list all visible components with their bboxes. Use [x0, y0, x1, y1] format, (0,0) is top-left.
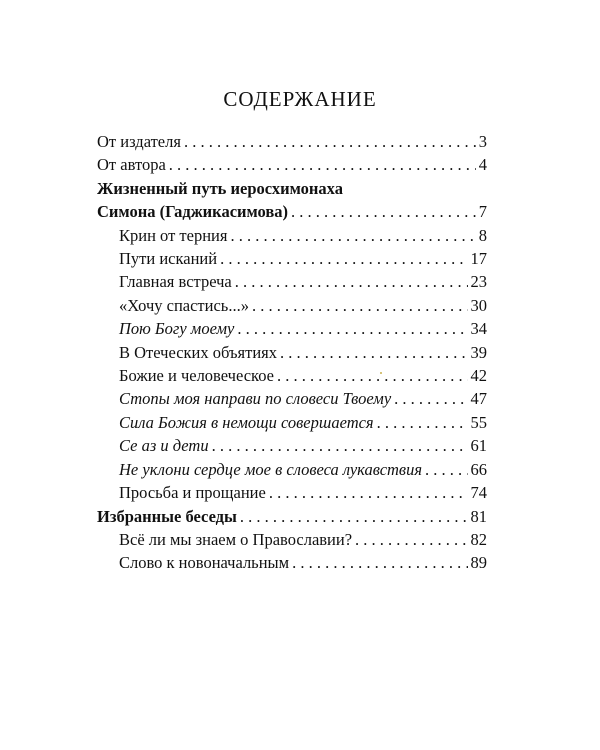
table-of-contents [97, 130, 487, 575]
toc-leader-dots [212, 434, 468, 457]
toc-leader-dots [252, 294, 468, 317]
toc-page-number: 89 [470, 553, 487, 573]
toc-entry-title: Стопы моя направи по словеси Твоему [119, 389, 392, 409]
print-speck [380, 372, 382, 374]
toc-page-number: 81 [470, 506, 487, 526]
toc-leader-dots [377, 411, 468, 434]
toc-entry-puti-iskaniy [97, 247, 487, 270]
toc-leader-dots [291, 200, 476, 223]
toc-entry-title: «Хочу спастись...» [119, 295, 249, 315]
toc-section-izbrannye-besedy [97, 505, 487, 528]
toc-entry-ot-izdatelya [97, 130, 487, 153]
toc-page-number: 74 [470, 483, 487, 503]
toc-leader-dots [277, 364, 468, 387]
toc-entry-title: Всё ли мы знаем о Православии? [119, 529, 353, 549]
toc-section-zhiznenny-put [97, 200, 487, 223]
toc-entry-se-az-i-deti [97, 434, 487, 457]
toc-entry-title: Просьба и прощание [119, 483, 266, 503]
toc-page-number: 66 [470, 459, 487, 479]
toc-page-number: 8 [478, 225, 487, 245]
toc-page-number: 47 [470, 389, 487, 409]
toc-entry-title: Симона (Гаджикасимова) [97, 202, 289, 222]
toc-leader-dots [425, 458, 467, 481]
toc-entry-ne-ukloni [97, 458, 487, 481]
toc-leader-dots [184, 130, 476, 153]
toc-entry-title: Не уклони сердце мое в словеса лукавствия [119, 459, 423, 479]
toc-page-number: 7 [478, 202, 487, 222]
toc-entry-title: Слово к новоначальным [119, 553, 290, 573]
toc-page-number: 23 [470, 272, 487, 292]
toc-leader-dots [292, 551, 467, 574]
toc-entry-v-otecheskikh [97, 341, 487, 364]
toc-entry-title: Главная встреча [119, 272, 232, 292]
toc-entry-title: От автора [97, 155, 166, 175]
toc-entry-title: Крин от терния [119, 225, 228, 245]
toc-section-title-line1: Жизненный путь иеросхимонаха [97, 178, 343, 198]
toc-entry-vsyo-li-my-znaem [97, 528, 487, 551]
toc-page-number: 3 [478, 132, 487, 151]
toc-entry-poyu-bogu [97, 317, 487, 340]
toc-leader-dots [169, 153, 476, 176]
toc-page-number: 4 [478, 155, 487, 175]
page-title: СОДЕРЖАНИЕ [223, 87, 377, 111]
toc-entry-title: Пою Богу моему [119, 319, 235, 339]
toc-leader-dots [240, 505, 468, 528]
toc-entry-slovo-k-novonachalnym [97, 551, 487, 574]
toc-page-number: 82 [470, 529, 487, 549]
toc-entry-krin-ot-terniya [97, 224, 487, 247]
toc-entry-bozhie-i-chelovecheskoe [97, 364, 487, 387]
toc-entry-glavnaya-vstrecha [97, 270, 487, 293]
toc-entry-title: Божие и человеческое [119, 366, 274, 386]
toc-entry-ot-avtora [97, 153, 487, 176]
toc-leader-dots [220, 247, 467, 270]
toc-page-number: 61 [470, 436, 487, 456]
toc-entry-khochu-spastis [97, 294, 487, 317]
toc-page-number: 39 [470, 342, 487, 362]
toc-page-number: 42 [470, 366, 487, 386]
toc-page-number: 34 [470, 319, 487, 339]
toc-page-number: 17 [470, 249, 487, 269]
toc-entry-title: От издателя [97, 132, 181, 151]
toc-entry-title: Се аз и дети [119, 436, 209, 456]
toc-entry-title: Избранные беседы [97, 506, 237, 526]
toc-leader-dots [269, 481, 468, 504]
toc-entry-title: Пути исканий [119, 249, 218, 269]
toc-page-number: 55 [470, 412, 487, 432]
toc-entry-prosba-i-proshchanie [97, 481, 487, 504]
toc-leader-dots [394, 387, 467, 410]
toc-entry-title: В Отеческих объятиях [119, 342, 277, 362]
toc-leader-dots [235, 270, 468, 293]
toc-entry-sila-bozhiya [97, 411, 487, 434]
toc-leader-dots [237, 317, 467, 340]
toc-page-number: 30 [470, 295, 487, 315]
toc-leader-dots [230, 224, 475, 247]
toc-leader-dots [355, 528, 467, 551]
toc-entry-title: Сила Божия в немощи совершается [119, 412, 374, 432]
toc-leader-dots [280, 341, 468, 364]
toc-entry-stopy-moya [97, 387, 487, 410]
